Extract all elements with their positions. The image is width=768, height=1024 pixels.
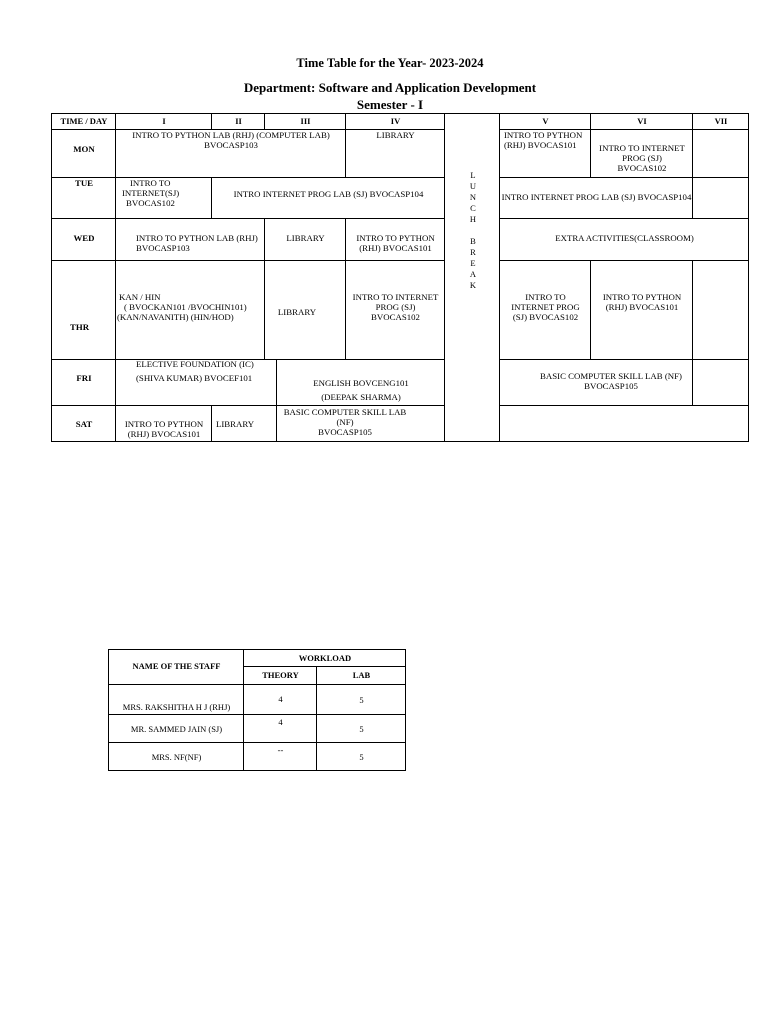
sat-library: LIBRARY: [211, 405, 277, 442]
mon-library: LIBRARY: [345, 129, 445, 178]
thr-kan-hin: KAN / HIN ( BVOCKAN101 /BVOCHIN101) (KAN/NAVANITH) (HIN/HOD): [115, 260, 265, 360]
mon-intro-internet-prog: INTRO TO INTERNET PROG (SJ) BVOCAS102: [590, 129, 693, 178]
fri-period-7-empty: [692, 359, 749, 406]
thr-intro-internet-prog: INTRO TO INTERNET PROG (SJ) BVOCAS102: [345, 260, 445, 360]
day-thr: THR: [51, 260, 116, 360]
day-mon: MON: [51, 129, 116, 178]
tue-intro-internet: INTRO TO INTERNET(SJ) BVOCAS102: [115, 177, 212, 219]
header-period-4: IV: [345, 113, 445, 130]
lunch-break-label: L U N C H B R E A K: [469, 170, 477, 290]
workload-header: WORKLOAD: [243, 649, 406, 667]
fri-english: ENGLISH BOVCENG101 (DEEPAK SHARMA): [276, 359, 445, 406]
workload-row-name: MRS. RAKSHITHA H J (RHJ): [108, 684, 244, 715]
header-period-2: II: [211, 113, 265, 130]
wed-intro-python-lab: INTRO TO PYTHON LAB (RHJ) BVOCASP103: [115, 218, 265, 261]
workload-row-theory: 4: [243, 684, 317, 715]
tue-period-7-empty: [692, 177, 749, 219]
fri-basic-computer-skill-lab: BASIC COMPUTER SKILL LAB (NF) BVOCASP105: [499, 359, 693, 406]
mon-intro-python-lab: INTRO TO PYTHON LAB (RHJ) (COMPUTER LAB) BVOCASP103: [115, 129, 346, 178]
day-wed: WED: [51, 218, 116, 261]
wed-intro-python: INTRO TO PYTHON (RHJ) BVOCAS101: [345, 218, 445, 261]
workload-lab-header: LAB: [316, 666, 406, 685]
day-tue: TUE: [51, 177, 116, 219]
tue-intro-internet-prog-lab: INTRO INTERNET PROG LAB (SJ) BVOCASP104: [211, 177, 445, 219]
workload-row-lab: 5: [316, 742, 406, 771]
header-period-7: VII: [692, 113, 749, 130]
thr-period-7-empty: [692, 260, 749, 360]
sat-basic-computer-skill-lab: BASIC COMPUTER SKILL LAB (NF) BVOCASP105: [276, 405, 445, 442]
day-fri: FRI: [51, 359, 116, 406]
workload-row-theory: 4: [243, 714, 317, 743]
mon-period-7-empty: [692, 129, 749, 178]
fri-elective-foundation: ELECTIVE FOUNDATION (IC) (SHIVA KUMAR) BVOCEF101: [115, 359, 277, 406]
day-sat: SAT: [51, 405, 116, 442]
workload-row-lab: 5: [316, 714, 406, 743]
workload-theory-header: THEORY: [243, 666, 317, 685]
workload-name-header: NAME OF THE STAFF: [108, 649, 244, 685]
header-period-5: V: [499, 113, 591, 130]
thr-intro-internet-prog-afternoon: INTRO TO INTERNET PROG (SJ) BVOCAS102: [499, 260, 591, 360]
header-period-6: VI: [590, 113, 693, 130]
mon-intro-python: INTRO TO PYTHON (RHJ) BVOCAS101: [499, 129, 591, 178]
sat-intro-python: INTRO TO PYTHON (RHJ) BVOCAS101: [115, 405, 212, 442]
workload-row-name: MRS. NF(NF): [108, 742, 244, 771]
thr-intro-python: INTRO TO PYTHON (RHJ) BVOCAS101: [590, 260, 693, 360]
workload-row-theory: --: [243, 742, 317, 771]
header-time-day: TIME / DAY: [51, 113, 116, 130]
header-period-3: III: [264, 113, 346, 130]
workload-row-lab: 5: [316, 684, 406, 715]
wed-library: LIBRARY: [264, 218, 346, 261]
sat-afternoon-empty: [499, 405, 749, 442]
tue-intro-internet-prog-lab-afternoon: INTRO INTERNET PROG LAB (SJ) BVOCASP104: [499, 177, 693, 219]
header-period-1: I: [115, 113, 212, 130]
wed-extra-activities: EXTRA ACTIVITIES(CLASSROOM): [499, 218, 749, 261]
department-title: Department: Software and Application Development: [243, 80, 537, 95]
workload-row-name: MR. SAMMED JAIN (SJ): [108, 714, 244, 743]
thr-library: LIBRARY: [264, 260, 346, 360]
semester-title: Semester - I: [356, 97, 424, 112]
page-title: Time Table for the Year- 2023-2024: [296, 56, 484, 70]
